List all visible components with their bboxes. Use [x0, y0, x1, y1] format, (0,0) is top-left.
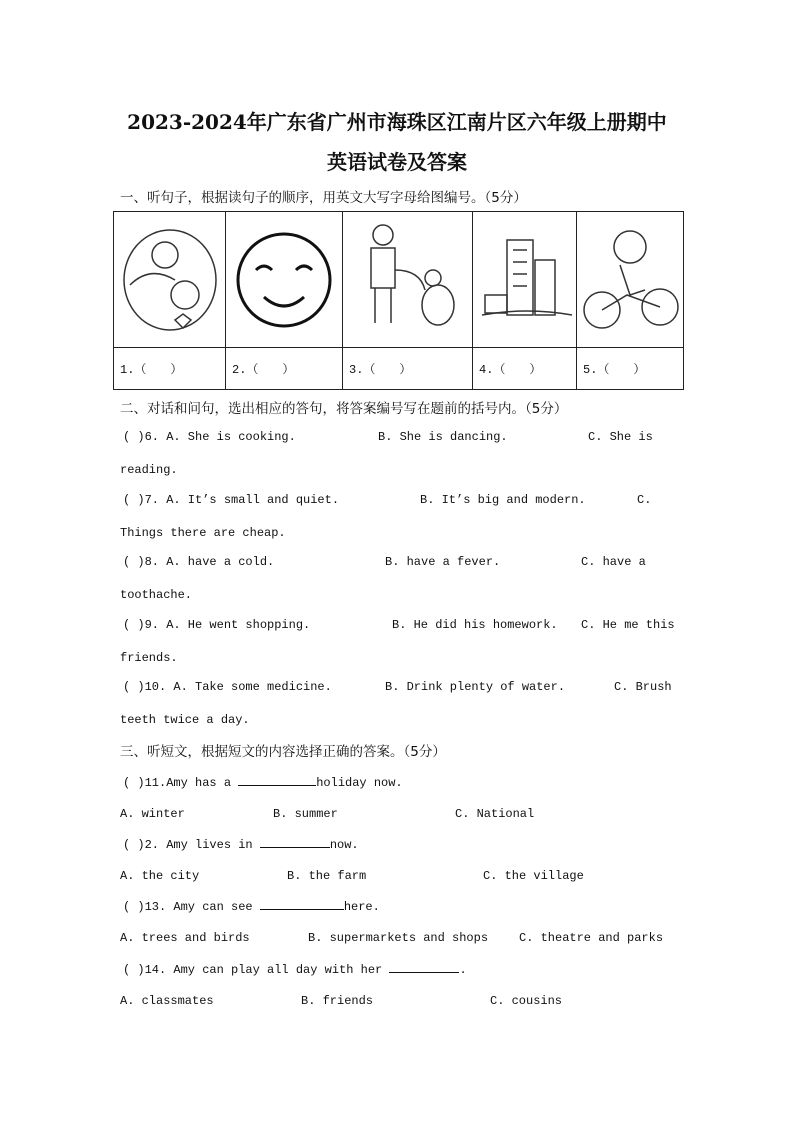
q7-option-c: C. [637, 493, 652, 507]
picture-label-2[interactable]: 2.（ ） [226, 348, 343, 390]
q10-option-c: C. Brush [614, 680, 672, 694]
q12-blank[interactable] [260, 836, 330, 848]
section2-heading: 二、对话和问句，选出相应的答句，将答案编号写在题前的括号内。（5分） [120, 401, 568, 417]
q6-option-c: C. She is [588, 430, 653, 444]
q14-option-c: C. cousins [490, 994, 563, 1008]
q8-option-b: B. have a fever. [385, 555, 501, 569]
q11-stem-post: holiday now. [316, 776, 403, 790]
q13-stem [123, 898, 380, 914]
q8-stem: ( )8. A. have a cold. [123, 555, 275, 569]
section1-heading: 一、听句子，根据读句子的顺序，用英文大写字母给图编号。（5分） [120, 190, 527, 206]
q7-option-b: B. It’s big and modern. [420, 493, 586, 507]
q8-continuation: toothache. [120, 588, 193, 602]
q11-option-a: A. winter [120, 807, 185, 821]
q6-stem: ( )6. A. She is cooking. [123, 430, 296, 444]
q12-option-a: A. the city [120, 869, 200, 883]
q11-stem-pre: ( )11.Amy has a [123, 776, 239, 790]
q13-option-c: C. theatre and parks [519, 931, 664, 945]
q13-option-a: A. trees and birds [120, 931, 250, 945]
q11-option-b: B. summer [273, 807, 338, 821]
woman-with-dog-picture [343, 212, 473, 348]
q14-stem-post: . [459, 963, 467, 977]
q11-option-c: C. National [455, 807, 535, 821]
q12-option-b: B. the farm [287, 869, 367, 883]
q9-stem: ( )9. A. He went shopping. [123, 618, 311, 632]
q10-option-b: B. Drink plenty of water. [385, 680, 566, 694]
q12-stem-pre: ( )2. Amy lives in [123, 838, 260, 852]
q13-blank[interactable] [260, 898, 344, 910]
q6-continuation: reading. [120, 463, 178, 477]
q7-continuation: Things there are cheap. [120, 526, 286, 540]
q13-stem-post: here. [343, 900, 380, 914]
section3-heading: 三、听短文，根据短文的内容选择正确的答案。（5分） [120, 744, 446, 760]
picture-label-5[interactable]: 5.（ ） [577, 348, 684, 390]
q13-option-b: B. supermarkets and shops [308, 931, 489, 945]
q9-continuation: friends. [120, 651, 178, 665]
q12-option-c: C. the village [483, 869, 584, 883]
q14-stem [123, 961, 467, 977]
picture-label-3[interactable]: 3.（ ） [343, 348, 473, 390]
q8-option-c: C. have a [581, 555, 646, 569]
q10-continuation: teeth twice a day. [120, 713, 250, 727]
q11-stem [123, 774, 403, 790]
q10-stem: ( )10. A. Take some medicine. [123, 680, 332, 694]
boy-riding-bike-picture [577, 212, 684, 348]
q6-option-b: B. She is dancing. [378, 430, 508, 444]
q11-blank[interactable] [238, 774, 316, 786]
smiling-face-picture [226, 212, 343, 348]
title-line-2: 英语试卷及答案 [327, 150, 467, 174]
q12-stem-post: now. [329, 838, 359, 852]
q7-stem: ( )7. A. It’s small and quiet. [123, 493, 340, 507]
q12-stem [123, 836, 359, 852]
picture-label-1[interactable]: 1.（ ） [114, 348, 226, 390]
q14-stem-pre: ( )14. Amy can play all day with her [123, 963, 390, 977]
q9-option-b: B. He did his homework. [392, 618, 558, 632]
q13-stem-pre: ( )13. Amy can see [123, 900, 260, 914]
q14-blank[interactable] [389, 961, 459, 973]
city-buildings-picture [473, 212, 577, 348]
title-line-1: 2023-2024年广东省广州市海珠区江南片区六年级上册期中 [127, 110, 667, 134]
picture-table [113, 211, 684, 390]
q14-option-b: B. friends [301, 994, 374, 1008]
q9-option-c: C. He me this [581, 618, 675, 632]
picture-label-4[interactable]: 4.（ ） [473, 348, 577, 390]
sick-children-picture [114, 212, 226, 348]
q14-option-a: A. classmates [120, 994, 214, 1008]
